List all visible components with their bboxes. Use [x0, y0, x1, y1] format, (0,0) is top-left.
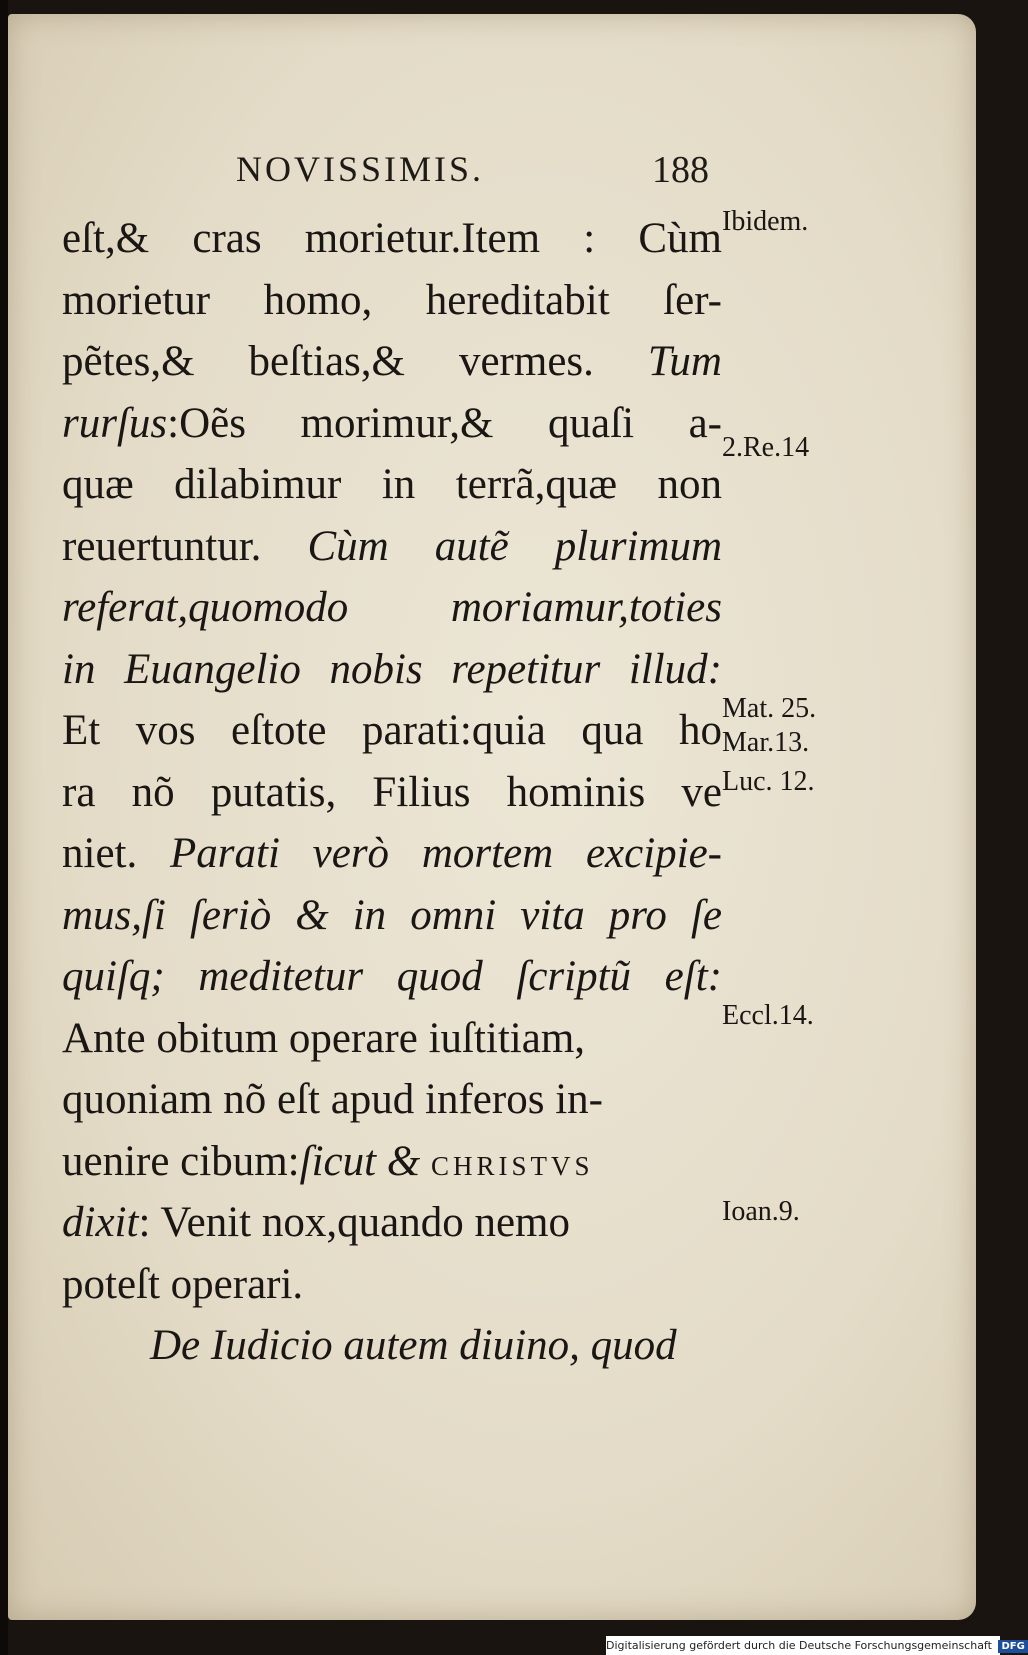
- text-line: mus,ſi ſeriò & in omni vita pro ſe: [62, 891, 722, 939]
- text-line: quiſq; meditetur quod ſcriptũ eſt:: [62, 953, 722, 1000]
- text-line: quoniam nõ eſt apud inferos in-: [62, 1076, 603, 1123]
- page-number: 188: [652, 149, 709, 191]
- margin-notes: [722, 0, 892, 1655]
- running-head: NOVISSIMIS.: [236, 149, 485, 189]
- text-line: Ante obitum operare iuſtitiam,: [62, 1014, 586, 1062]
- text-line: uenire cibum:ſicut & CHRISTVS: [62, 1137, 594, 1185]
- text-line: in Euangelio nobis repetitur illud:: [62, 645, 722, 693]
- text-line: Et vos eſtote parati:quia qua ho: [62, 707, 722, 754]
- text-line: reuertuntur. Cùm autẽ plurimum: [62, 522, 722, 570]
- margin-note: Mar.13.: [722, 727, 810, 758]
- text-line: poteſt operari.: [62, 1260, 304, 1308]
- text-line: morietur homo, hereditabit ſer-: [62, 276, 722, 324]
- text-line: ra nõ putatis, Filius hominis ve: [62, 768, 722, 816]
- text-line: quæ dilabimur in terrã,quæ non: [62, 461, 722, 508]
- margin-note: Luc. 12.: [722, 766, 815, 797]
- text-line: De Iudicio autem diuino, quod: [150, 1322, 677, 1369]
- margin-note: 2.Re.14: [722, 432, 810, 463]
- text-line: dixit: Venit nox,quando nemo: [62, 1199, 570, 1246]
- margin-note: Eccl.14.: [722, 1000, 814, 1031]
- credit-text: Digitalisierung gefördert durch die Deutsche Forschungsgemeinschaft: [606, 1639, 992, 1652]
- text-line: rurſus:Oẽs morimur,& quaſi a-: [62, 399, 722, 447]
- book-spine: [0, 0, 8, 1655]
- dfg-logo-icon: DFG: [998, 1640, 1027, 1653]
- text-line: niet. Parati verò mortem excipie-: [62, 830, 722, 877]
- digitization-credit: [606, 1636, 1025, 1655]
- margin-note: Ioan.9.: [722, 1196, 800, 1227]
- text-line: eſt,& cras morietur.Item : Cùm: [62, 215, 722, 262]
- margin-note: Mat. 25.: [722, 693, 817, 724]
- main-text: [62, 208, 722, 1377]
- text-line: pẽtes,& beſtias,& vermes. Tum: [62, 338, 722, 385]
- text-line: referat,quomodo moriamur,toties: [62, 584, 722, 631]
- margin-note: Ibidem.: [722, 206, 809, 237]
